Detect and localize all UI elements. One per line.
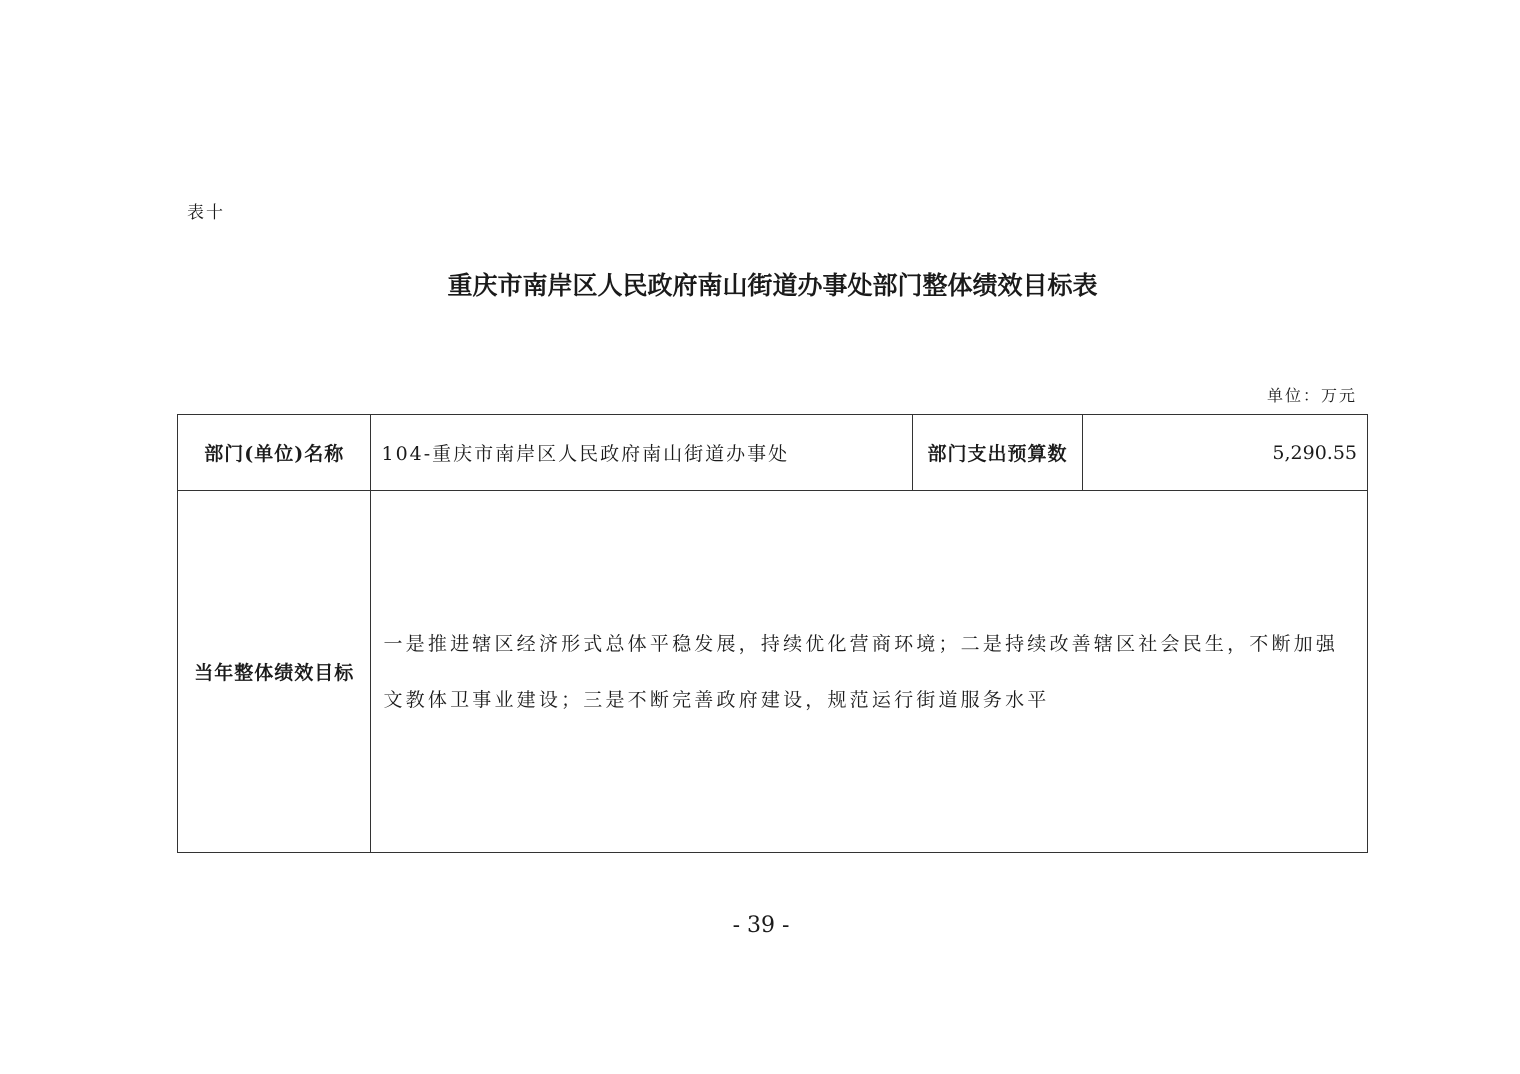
dept-name-label: 部门(单位)名称: [178, 415, 371, 491]
goal-value: 一是推进辖区经济形式总体平稳发展，持续优化营商环境；二是持续改善辖区社会民生，不断加强文教体卫事业建设；三是不断完善政府建设，规范运行街道服务水平: [371, 491, 1368, 853]
dept-name-value: 104-重庆市南岸区人民政府南山街道办事处: [371, 415, 912, 491]
table-row: [178, 491, 1368, 853]
performance-target-table: [177, 414, 1368, 853]
table-label: 表十: [187, 203, 225, 223]
goal-label: 当年整体绩效目标: [178, 491, 371, 853]
table-row: [178, 415, 1368, 491]
page-title: 重庆市南岸区人民政府南山街道办事处部门整体绩效目标表: [447, 271, 1098, 300]
budget-value: 5,290.55: [1083, 415, 1368, 491]
page-number: - 39 -: [732, 913, 790, 938]
budget-label: 部门支出预算数: [912, 415, 1082, 491]
unit-label: 单位：万元: [1266, 386, 1357, 405]
